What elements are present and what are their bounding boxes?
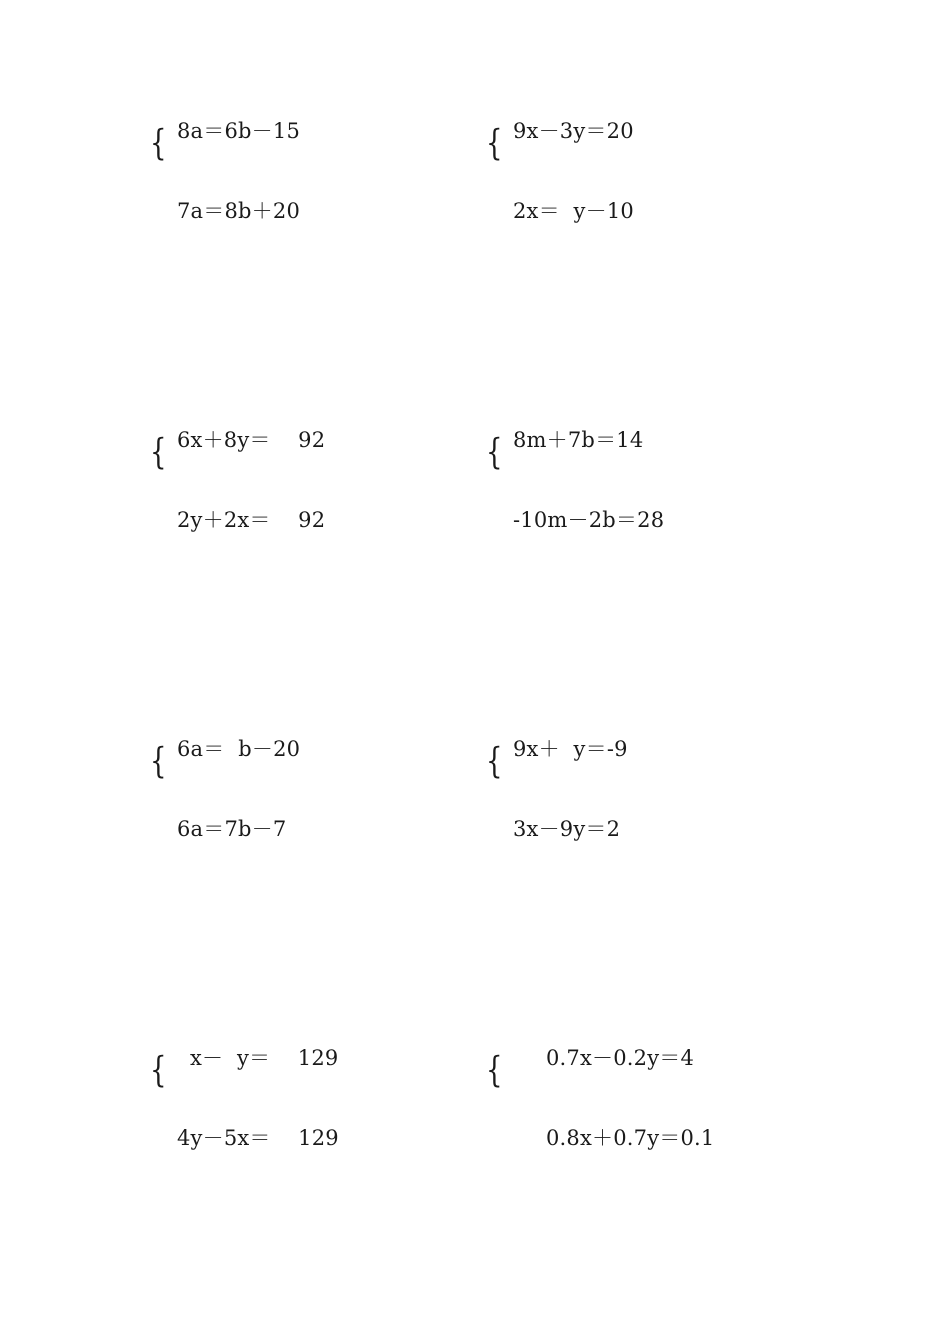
equation-8a: 0.7x－0.2y＝4 bbox=[546, 1046, 695, 1070]
equation-system-8 bbox=[486, 1045, 786, 1155]
brace-icon: { bbox=[150, 123, 167, 164]
equation-3b: 2y＋2x＝ 92 bbox=[177, 508, 326, 532]
equation-2b: 2x＝ y－10 bbox=[513, 199, 634, 223]
equation-system-1 bbox=[150, 118, 450, 228]
equation-8b: 0.8x＋0.7y＝0.1 bbox=[546, 1126, 715, 1150]
equation-system-7 bbox=[150, 1045, 450, 1155]
equation-7a: x－ y＝ 129 bbox=[190, 1046, 339, 1070]
equation-7b: 4y－5x＝ 129 bbox=[177, 1126, 339, 1150]
brace-icon: { bbox=[486, 123, 503, 164]
equation-6b: 3x－9y＝2 bbox=[513, 817, 621, 841]
equation-system-2 bbox=[486, 118, 786, 228]
equation-system-6 bbox=[486, 736, 786, 846]
brace-icon: { bbox=[150, 432, 167, 473]
equation-1b: 7a＝8b＋20 bbox=[177, 199, 301, 223]
equation-3a: 6x＋8y＝ 92 bbox=[177, 428, 326, 452]
equation-4a: 8m＋7b＝14 bbox=[513, 428, 644, 452]
equation-system-5 bbox=[150, 736, 450, 846]
equation-2a: 9x－3y＝20 bbox=[513, 119, 634, 143]
equation-6a: 9x＋ y＝-9 bbox=[513, 737, 628, 761]
brace-icon: { bbox=[486, 432, 503, 473]
brace-icon: { bbox=[150, 1050, 167, 1091]
brace-icon: { bbox=[486, 741, 503, 782]
equation-5a: 6a＝ b－20 bbox=[177, 737, 301, 761]
equation-1a: 8a＝6b－15 bbox=[177, 119, 301, 143]
equation-4b: -10m－2b＝28 bbox=[513, 508, 665, 532]
equation-5b: 6a＝7b－7 bbox=[177, 817, 287, 841]
brace-icon: { bbox=[486, 1050, 503, 1091]
equation-system-4 bbox=[486, 427, 786, 537]
brace-icon: { bbox=[150, 741, 167, 782]
equation-system-3 bbox=[150, 427, 450, 537]
